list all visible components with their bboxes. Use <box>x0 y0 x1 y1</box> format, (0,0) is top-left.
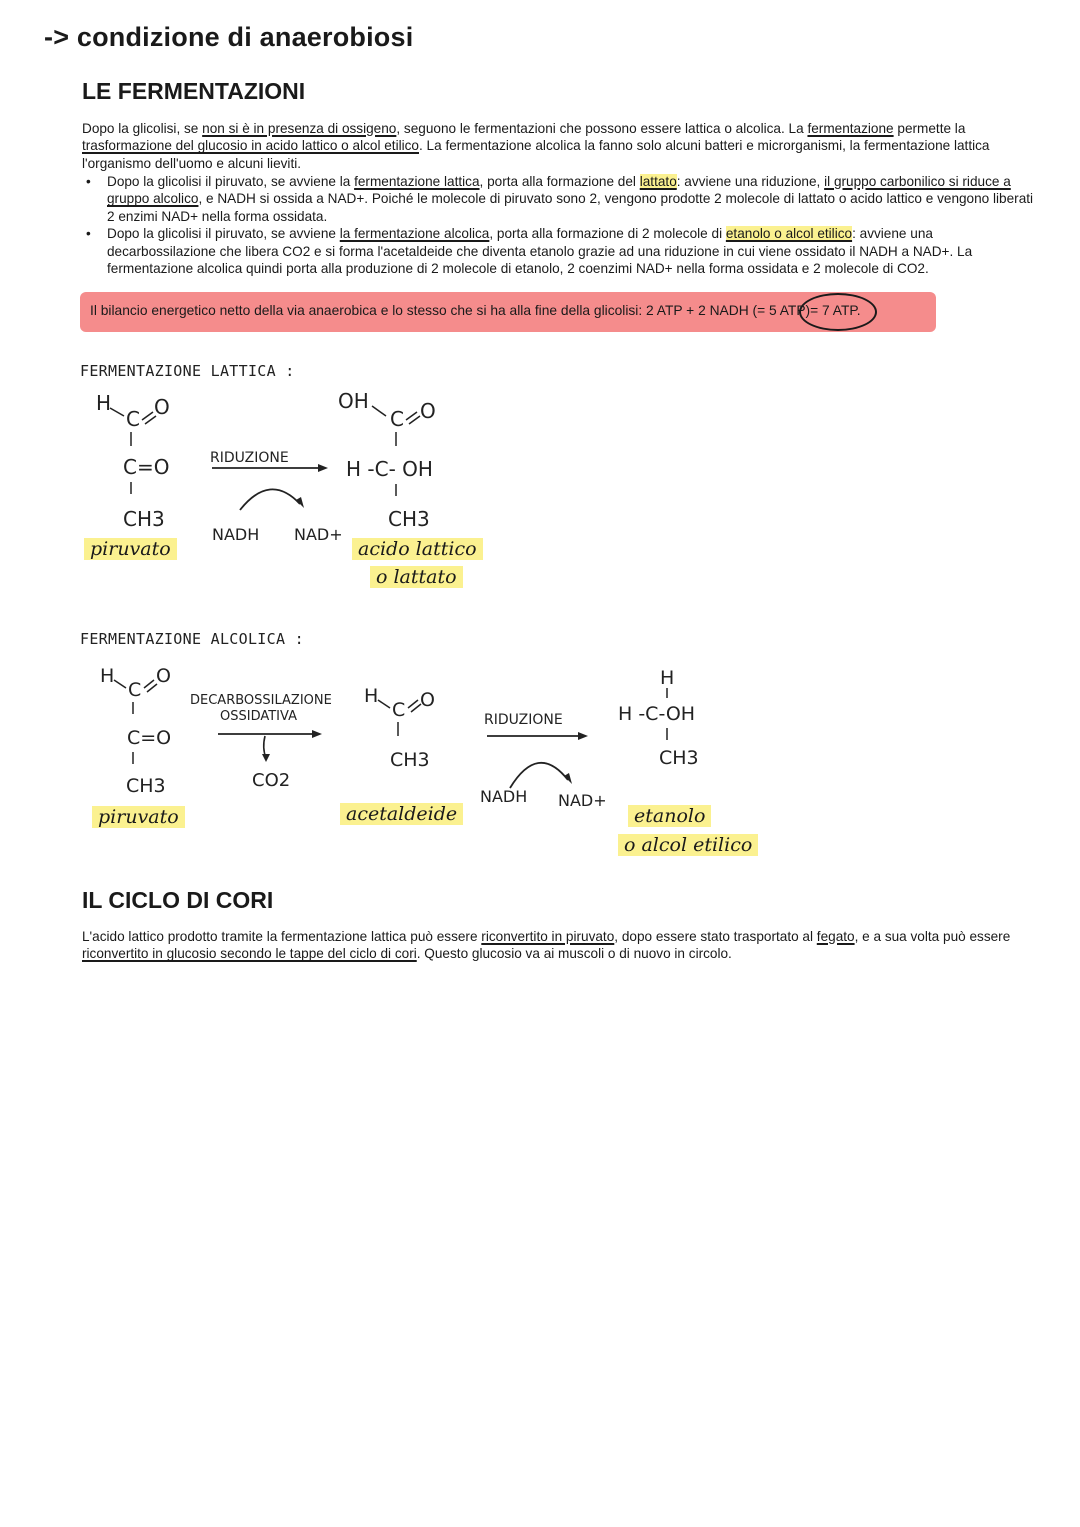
atom-h: H <box>100 665 115 687</box>
cofactor-nadh: NADH <box>480 787 528 806</box>
cofactor-nad: NAD+ <box>294 525 343 544</box>
atom-c: C <box>392 699 406 721</box>
alcolica-title: FERMENTAZIONE ALCOLICA : <box>80 630 304 648</box>
atom-h: H <box>660 667 675 689</box>
alcohol-group: H -C-OH <box>618 703 696 725</box>
underlined-text: la fermentazione alcolica <box>339 226 490 242</box>
main-heading: -> condizione di anaerobiosi <box>44 22 414 52</box>
text-run: . Questo glucosio va ai muscoli o di nuovo in circolo. <box>416 946 732 962</box>
label-piruvato: piruvato <box>84 538 177 560</box>
underlined-text: fegato <box>816 929 855 944</box>
text-run: : avviene una riduzione, <box>676 174 825 189</box>
underlined-text: riconvertito in piruvato <box>481 929 615 944</box>
reduction-label: RIDUZIONE <box>210 450 289 466</box>
lactate-structure <box>338 389 436 531</box>
text-run: . La fermentazione alcolica la fanno solo alcuni batteri e microrganismi, la fermentazione lattica l'organismo dell'uomo e alcuni lieviti. <box>82 138 990 171</box>
co2-byproduct: CO2 <box>252 770 291 791</box>
text-run: L'acido lattico prodotto tramite la fermentazione lattica può essere <box>82 929 482 944</box>
label-piruvato: piruvato <box>92 806 185 828</box>
circled-total <box>810 303 861 318</box>
circled-total-text: = 7 ATP. <box>810 303 861 318</box>
atom-o: O <box>420 399 436 423</box>
label-alcol-etilico: o alcol etilico <box>618 834 758 856</box>
methyl-group: CH3 <box>390 749 430 771</box>
text-run: Dopo la glicolisi il piruvato, se avviene la <box>107 174 355 189</box>
label-lattato: o lattato <box>370 566 463 588</box>
bullet-lattica <box>82 173 1042 225</box>
underlined-text: trasformazione del glucosio in acido lattico o alcol etilico <box>82 138 419 154</box>
highlighted-text: lattato <box>639 174 677 189</box>
reduction-label: RIDUZIONE <box>484 712 563 728</box>
cofactor-nad: NAD+ <box>558 791 607 810</box>
text-run: , dopo essere stato trasportato al <box>614 929 817 944</box>
bond <box>378 700 390 708</box>
decarboxylation-label: DECARBOSSILAZIONE <box>190 693 332 708</box>
arrowhead <box>564 773 572 784</box>
lattica-title: FERMENTAZIONE LATTICA : <box>80 362 295 380</box>
arrowhead <box>312 730 322 738</box>
text-run: , porta alla formazione di 2 molecole di <box>489 226 726 242</box>
methyl-group: CH3 <box>126 775 166 797</box>
underlined-text: non si è in presenza di ossigeno <box>202 121 397 136</box>
text-run: , e NADH si ossida a NAD+. Poiché le molecole di piruvato sono 2, vengono prodotte 2 molecole di lattato o acido lattico e vengono liberati 2 enzimi NAD+ nella forma ossidata. <box>107 191 1034 224</box>
atom-o: O <box>154 395 170 419</box>
methyl-group: CH3 <box>659 747 699 769</box>
text-run: : avviene una decarbossilazione che libera CO2 e si forma l'acetaldeide che diventa etanolo grazie ad una riduzione in cui viene ossidato il NADH a NAD+. La fermentazione alcolica quindi porta alla produzione di 2 molecole di etanolo, 2 coenzimi NAD+ nella forma ossidata e 2 molecole di CO2. <box>107 226 973 277</box>
underlined-text: il gruppo carbonilico si riduce a gruppo alcolico <box>107 174 1011 207</box>
underlined-text: riconvertito in glucosio secondo le tappe del ciclo di cori <box>82 946 417 962</box>
text-run: , porta alla formazione del <box>479 174 640 189</box>
text-run: Dopo la glicolisi il piruvato, se avviene <box>107 226 340 242</box>
atom-c: C <box>126 407 140 431</box>
bond <box>372 406 386 416</box>
cofactor-arc <box>240 489 300 510</box>
arrowhead <box>318 464 328 472</box>
highlighted-text: etanolo o alcol etilico <box>725 226 853 242</box>
ethanol-structure <box>618 667 699 769</box>
methyl-group: CH3 <box>123 507 165 531</box>
alcoholic-reaction-diagram <box>0 650 1080 870</box>
label-acido-lattico: acido lattico <box>352 538 483 560</box>
cofactor-arc <box>510 763 568 788</box>
intro-paragraph <box>82 120 1042 172</box>
text-run: , seguono le fermentazioni che possono essere lattica o alcolica. La <box>396 121 808 136</box>
arrowhead <box>262 754 270 762</box>
text-run: Dopo la glicolisi, se <box>82 121 203 136</box>
bond <box>110 408 124 416</box>
atom-h: H <box>96 391 112 415</box>
text-run: , e a sua volta può essere <box>854 929 1011 944</box>
section-title-fermentazioni: LE FERMENTAZIONI <box>82 78 306 104</box>
underlined-text: fermentazione lattica <box>354 174 480 189</box>
bond <box>114 680 126 688</box>
energy-balance-box <box>80 292 936 332</box>
carbonyl-group: C=O <box>123 455 170 479</box>
arrowhead <box>296 497 304 508</box>
lactic-reaction-diagram <box>0 380 1080 600</box>
text-run: permette la <box>893 121 966 136</box>
arrowhead <box>578 732 588 740</box>
hydroxyl-group: OH <box>338 389 369 413</box>
atom-c: C <box>128 679 142 701</box>
bullet-alcolica <box>82 225 1042 277</box>
pyruvate-structure <box>96 391 170 531</box>
cofactor-nadh: NADH <box>212 525 260 544</box>
bullet-list <box>82 173 1042 277</box>
atom-c: C <box>390 407 404 431</box>
atom-o: O <box>420 689 435 711</box>
underlined-text: fermentazione <box>807 121 894 136</box>
label-acetaldeide: acetaldeide <box>340 803 463 825</box>
energy-balance-text: Il bilancio energetico netto della via anaerobica e lo stesso che si ha alla fine della glicolisi: 2 ATP + 2 NADH (= 5 ATP) <box>90 303 811 318</box>
pyruvate-structure <box>100 665 171 797</box>
alcohol-group: H -C- OH <box>346 457 433 481</box>
atom-h: H <box>364 685 379 707</box>
section-title-cori: IL CICLO DI CORI <box>82 887 274 913</box>
methyl-group: CH3 <box>388 507 430 531</box>
carbonyl-group: C=O <box>127 727 172 749</box>
acetaldehyde-structure <box>364 685 435 771</box>
cori-paragraph <box>82 928 1042 963</box>
oxidative-label: OSSIDATIVA <box>220 709 297 724</box>
label-etanolo: etanolo <box>628 805 711 827</box>
atom-o: O <box>156 665 171 687</box>
